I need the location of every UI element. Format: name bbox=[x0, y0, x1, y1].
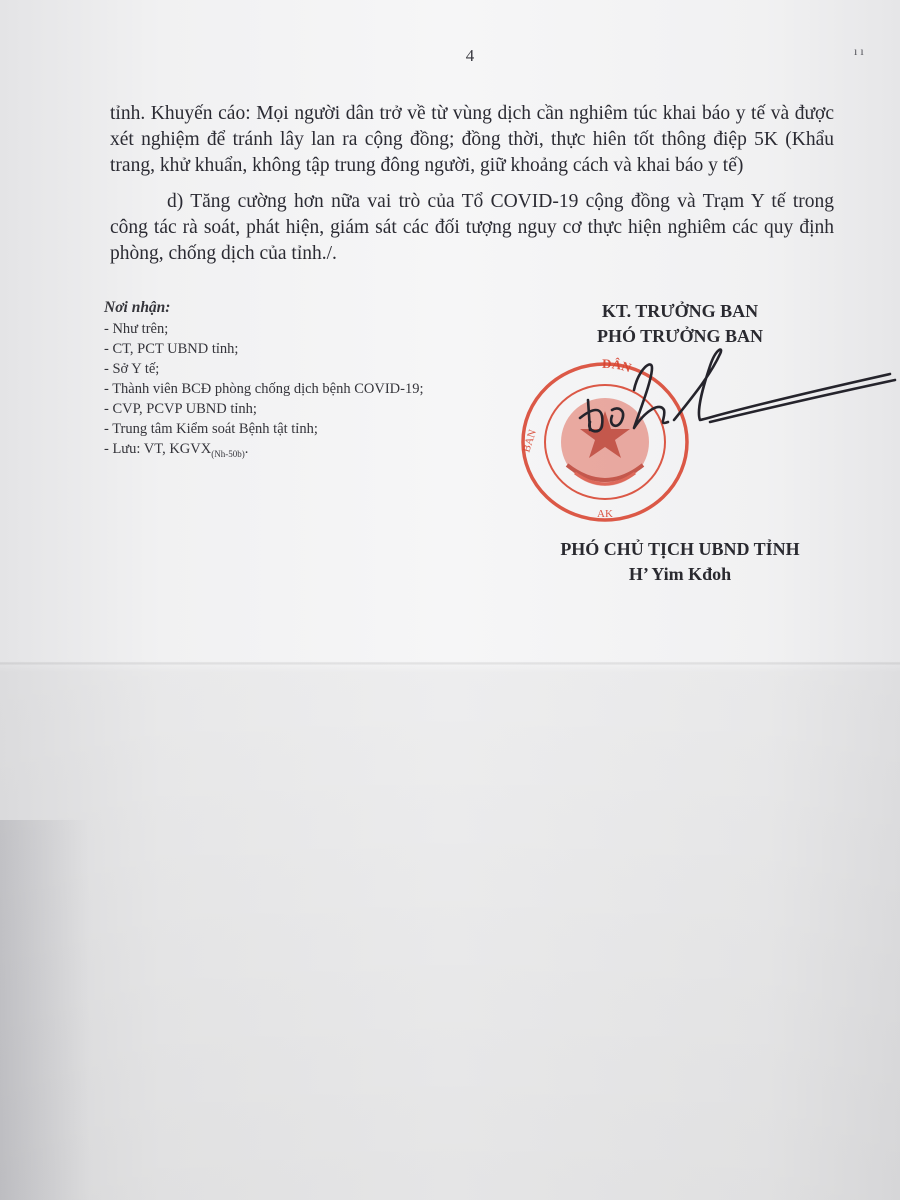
paper-fold-line bbox=[0, 662, 900, 665]
recipient-item: - CVP, PCVP UBND tỉnh; bbox=[104, 401, 257, 417]
page-number: 4 bbox=[465, 46, 475, 65]
signature-icon bbox=[560, 340, 900, 450]
recipient-item: - Trung tâm Kiểm soát Bệnh tật tỉnh; bbox=[104, 421, 318, 437]
archive-end: . bbox=[244, 441, 249, 457]
body-paragraph-1: tỉnh. Khuyến cáo: Mọi người dân trở về từ vùng dịch cần nghiêm túc khai báo y tế và được xét nghiệm để tránh lây lan ra cộng đồng; đồng thời, thực hiên tốt thông điệp 5K (Khẩu trang, khử khuẩn, không tập trung đông người, giữ khoảng cách và khai báo y tế) bbox=[110, 103, 834, 176]
signer-position: PHÓ CHỦ TỊCH UBND TỈNH bbox=[560, 539, 800, 559]
shadow-overlay bbox=[0, 820, 90, 1200]
signature-title-line-2: PHÓ TRƯỞNG BAN bbox=[596, 326, 763, 346]
seal-text-left: BAN bbox=[520, 428, 540, 454]
edge-marks: ı ı bbox=[854, 44, 864, 58]
recipients-block bbox=[104, 298, 524, 464]
recipient-item: - Thành viên BCĐ phòng chống dịch bệnh COVID-19; bbox=[104, 381, 424, 397]
recipients-heading: Nơi nhận: bbox=[104, 299, 171, 316]
recipient-item: - CT, PCT UBND tỉnh; bbox=[104, 341, 239, 357]
seal-text-top: DÂN bbox=[601, 355, 634, 376]
handwritten-signature bbox=[560, 340, 900, 450]
signer-name: H’ Yim Kđoh bbox=[628, 564, 732, 584]
body-paragraph-2: d) Tăng cường hơn nữa vai trò của Tổ COVID-19 cộng đồng và Trạm Y tế trong công tác rà soát, phát hiện, giám sát các đối tượng nguy cơ thực hiện nghiêm các quy định phòng, chống dịch của tỉnh./. bbox=[110, 191, 834, 264]
recipient-item: - Sở Y tế; bbox=[104, 361, 160, 377]
document-body bbox=[110, 101, 834, 267]
signer-block bbox=[500, 537, 860, 587]
signature-title-line-1: KT. TRƯỞNG BAN bbox=[601, 301, 759, 321]
archive-count: (Nh-50b) bbox=[211, 448, 245, 459]
recipients-list bbox=[104, 319, 524, 464]
recipient-item: - Như trên; bbox=[104, 321, 169, 337]
seal-text-bottom: AK bbox=[597, 508, 613, 520]
archive-label: - Lưu: VT, KGVX bbox=[104, 441, 212, 457]
recipient-item-archive bbox=[104, 439, 524, 464]
